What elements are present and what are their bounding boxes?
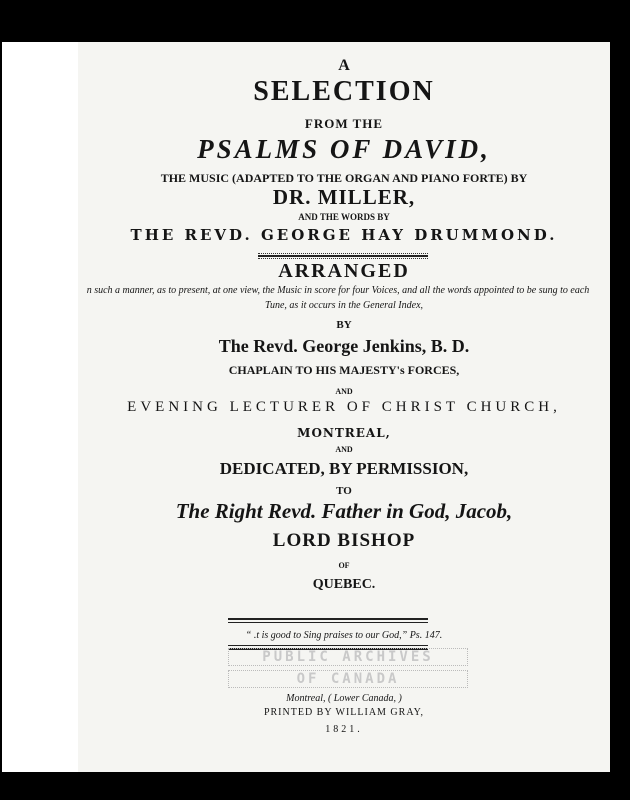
ornamental-rule: [258, 253, 428, 259]
epigraph: “ .t is good to Sing praises to our God,” Ps. 147.: [245, 630, 443, 641]
place-of-publication: Montreal, ( Lower Canada, ): [286, 693, 402, 704]
see-name: QUEBEC.: [312, 577, 376, 592]
title-article: A: [338, 57, 350, 74]
title-from-the: FROM THE: [304, 116, 384, 131]
stamp-line-1: PUBLIC ARCHIVES: [228, 648, 468, 666]
archive-stamp: [228, 648, 468, 688]
title-page: [78, 42, 610, 772]
arranged-heading: ARRANGED: [278, 260, 410, 282]
printer-line: PRINTED BY WILLIAM GRAY,: [263, 707, 425, 718]
upper-rule: [228, 618, 428, 620]
of-label: OF: [338, 561, 350, 570]
arranged-description-line-1: n such a manner, as to present, at one view, the Music in score for four Voices, and all the words appointed to be sung to each: [86, 285, 590, 296]
dedicatee-name: The Right Revd. Father in God, Jacob,: [175, 499, 513, 523]
publication-year: 1821.: [325, 724, 363, 735]
city-name: MONTREAL,: [297, 426, 391, 440]
stamp-line-2: OF CANADA: [228, 670, 468, 688]
title-psalms: PSALMS OF DAVID,: [197, 134, 491, 164]
upper-rule-thin: [228, 622, 428, 623]
author-name: THE REVD. GEORGE HAY DRUMMOND.: [130, 226, 558, 244]
music-note: THE MUSIC (ADAPTED TO THE ORGAN AND PIANO FORTE) BY: [160, 171, 528, 185]
scan-border-right: [610, 0, 630, 800]
arranger-name: The Revd. George Jenkins, B. D.: [218, 336, 470, 356]
lower-rule-thin: [228, 645, 428, 646]
lord-bishop: LORD BISHOP: [272, 530, 416, 551]
title-selection: SELECTION: [253, 76, 435, 107]
lecturer-line: EVENING LECTURER OF CHRIST CHURCH,: [127, 399, 561, 415]
facing-page-strip: [2, 42, 78, 772]
composer-name: DR. MILLER,: [272, 185, 416, 209]
and-label-2: AND: [335, 445, 353, 454]
and-label-1: AND: [335, 387, 353, 396]
to-label: TO: [336, 485, 352, 497]
words-by: AND THE WORDS BY: [298, 212, 390, 222]
by-label: BY: [336, 319, 352, 331]
arranged-description-line-2: Tune, as it occurs in the General Index,: [264, 300, 424, 311]
chaplain-line: CHAPLAIN TO HIS MAJESTY's FORCES,: [228, 363, 460, 377]
dedication-line: DEDICATED, BY PERMISSION,: [219, 459, 469, 478]
